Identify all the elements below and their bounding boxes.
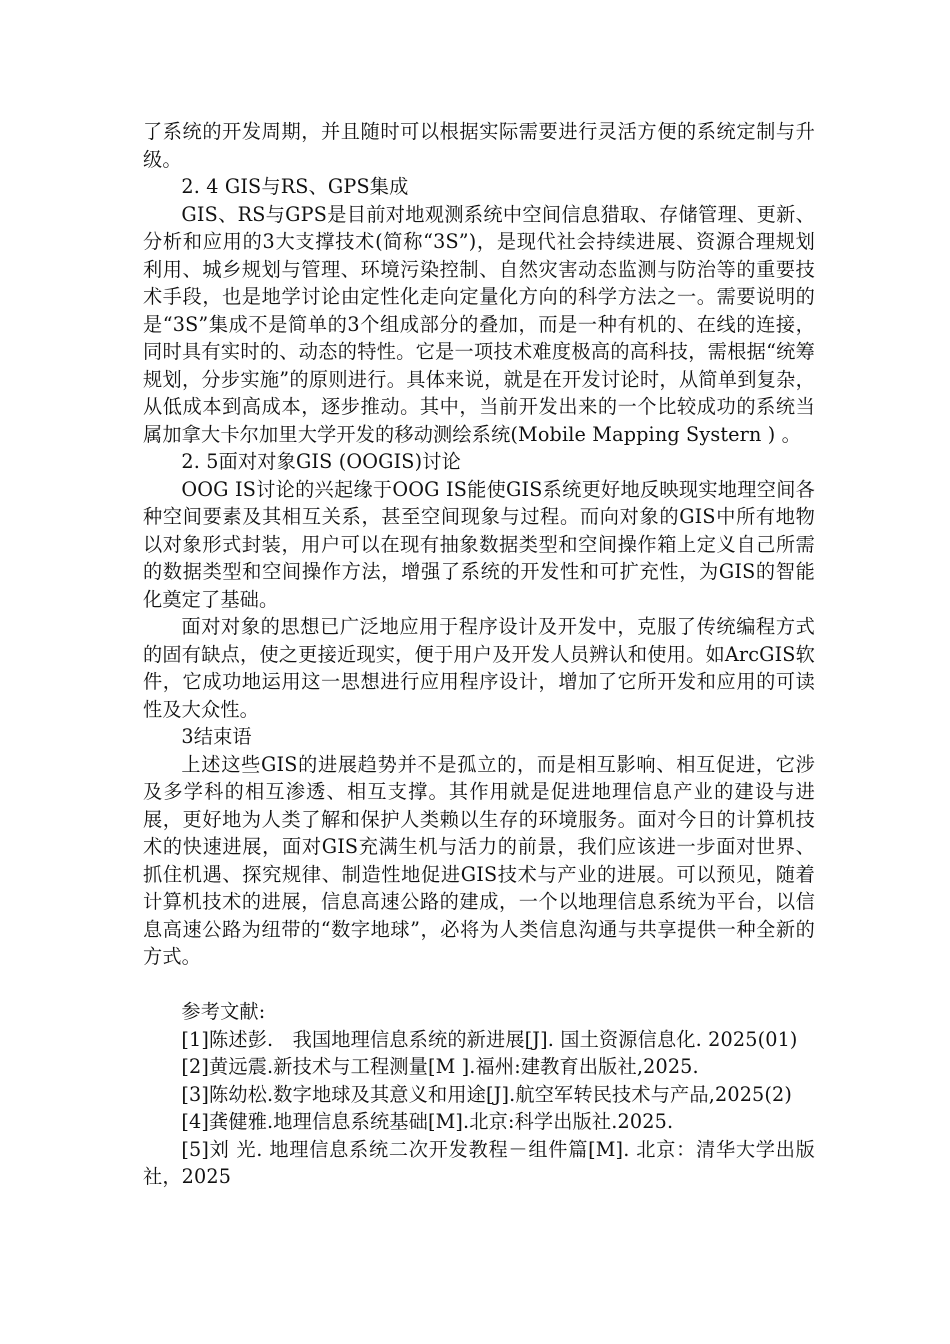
body-paragraph-p-cont: 了系统的开发周期，并且随时可以根据实际需要进行灵活方便的系统定制与升级。: [143, 120, 815, 171]
body-paragraph-p-oogis: OOG IS讨论的兴起缘于OOG IS能使GIS系统更好地反映现实地理空间各种空间要素及其相互关系，甚至空间现象与过程。而向对象的GIS中所有地物以对象形式封装，用户可以在现有抽象数据类型和空间操作箱上定义自己所需的数据类型和空间操作方法，增强了系统的开发性和可扩充性，为GIS的智能化奠定了基础。: [143, 477, 815, 611]
body-paragraph-p-3s: GIS、RS与GPS是目前对地观测系统中空间信息猎取、存储管理、更新、分析和应用的3大支撑技术(简称“3S”)，是现代社会持续进展、资源合理规划利用、城乡规划与管理、环境污染控制、自然灾害动态监测与防治等的重要技术手段，也是地学讨论由定性化走向定量化方向的科学方法之一。需要说明的是“3S”集成不是简单的3个组成部分的叠加，而是一种有机的、在线的连接，同时具有实时的、动态的特性。它是一项技术难度极高的高科技，需根据“统筹规划，分步实施”的原则进行。具体来说，就是在开发讨论时，从简单到复杂，从低成本到高成本，逐步推动。其中，当前开发出来的一个比较成功的系统当属加拿大卡尔加里大学开发的移动测绘系统(Mobile Mapping Systern ) 。: [143, 202, 815, 446]
reference-item-ref-1: [1]陈述彭. 我国地理信息系统的新进展[J]. 国土资源信息化. 2025(01): [181, 1027, 798, 1051]
section-heading-h-refs: 参考文献:: [181, 1000, 266, 1023]
section-heading-h-3: 3结束语: [181, 725, 252, 748]
section-heading-h-2-5: 2. 5面对对象GIS (OOGIS)讨论: [181, 450, 461, 473]
body-paragraph-p-oo-idea: 面对对象的思想已广泛地应用于程序设计及开发中，克服了传统编程方式的固有缺点，使之更接近现实，便于用户及开发人员辨认和使用。如ArcGIS软件，它成功地运用这一思想进行应用程序设计，增加了它所开发和应用的可读性及大众性。: [143, 615, 815, 721]
section-heading-h-2-4: 2. 4 GIS与RS、GPS集成: [181, 175, 409, 198]
reference-item-ref-4: [4]龚健雅.地理信息系统基础[M].北京:科学出版社.2025.: [181, 1110, 674, 1133]
reference-item-ref-3: [3]陈幼松.数字地球及其意义和用途[J].航空军转民技术与产品,2025(2): [181, 1082, 793, 1106]
document-body: [143, 118, 815, 1191]
blank-line: [143, 971, 815, 999]
body-paragraph-p-conclusion: 上述这些GIS的进展趋势并不是孤立的，而是相互影响、相互促进，它涉及多学科的相互渗透、相互支撑。其作用就是促进地理信息产业的建设与进展，更好地为人类了解和保护人类赖以生存的环境服务。面对今日的计算机技术的快速进展，面对GIS充满生机与活力的前景，我们应该进一步面对世界、抓住机遇、探究规律、制造性地促进GIS技术与产业的进展。可以预见，随着计算机技术的进展，信息高速公路的建成，一个以地理信息系统为平台，以信息高速公路为纽带的“数字地球”，必将为人类信息沟通与共享提供一种全新的方式。: [143, 752, 815, 968]
reference-item-ref-2: [2]黄远震.新技术与工程测量[M ].福州:建教育出版社,2025.: [181, 1055, 699, 1078]
reference-item-ref-5: [5]刘 光. 地理信息系统二次开发教程－组件篇[M]. 北京：清华大学出版社，2025: [143, 1137, 815, 1188]
